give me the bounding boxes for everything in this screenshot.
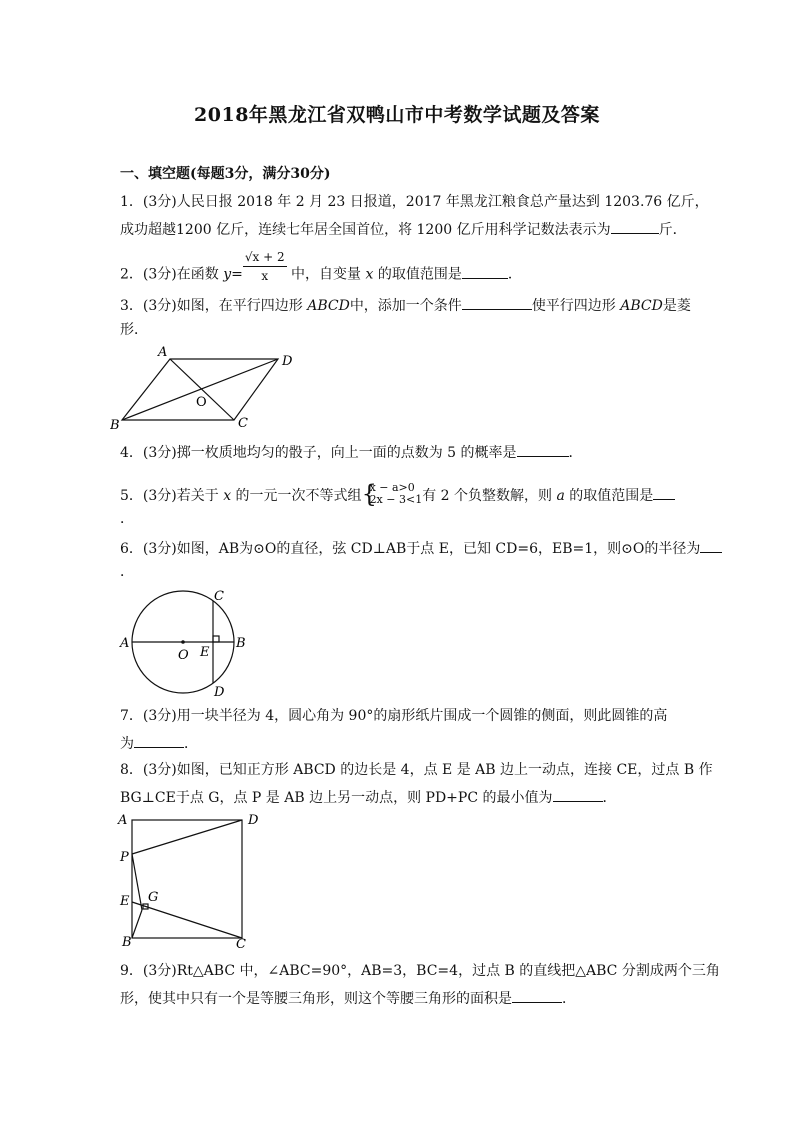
q2-x: x bbox=[365, 266, 374, 283]
q9-line2 bbox=[120, 988, 576, 1008]
q5-ineq2: 2x − 3<1 bbox=[369, 493, 423, 506]
label-d: D bbox=[214, 685, 225, 698]
label-c: C bbox=[214, 589, 224, 604]
label-p: P bbox=[120, 850, 129, 865]
q2-denominator: x bbox=[261, 269, 269, 283]
label-c: C bbox=[238, 416, 248, 431]
label-a: A bbox=[158, 345, 168, 360]
answer-blank bbox=[462, 264, 508, 279]
q3-text-c: 使平行四边形 bbox=[531, 298, 621, 314]
label-a: A bbox=[120, 636, 130, 651]
label-d: D bbox=[282, 354, 293, 369]
answer-blank bbox=[517, 442, 569, 457]
q5-ineq1: x − a>0 bbox=[369, 481, 415, 494]
answer-blank bbox=[653, 485, 675, 500]
answer-blank bbox=[700, 538, 722, 553]
q6-line bbox=[120, 538, 722, 558]
q3-abcd-2: ABCD bbox=[620, 298, 663, 314]
q5-line bbox=[120, 480, 675, 508]
q2-fraction bbox=[243, 248, 287, 285]
q8-line1: 8．(3分)如图，已知正方形 ABCD 的边长是 4，点 E 是 AB 边上一动点，连接 CE，过点 B 作 bbox=[120, 762, 713, 778]
q5-suffix: 的取值范围是 bbox=[564, 488, 654, 504]
q1-line2 bbox=[120, 219, 687, 239]
q5-mid: 的一元一次不等式组 bbox=[231, 488, 362, 504]
q2-line bbox=[120, 250, 522, 293]
segment-pd bbox=[132, 820, 242, 854]
q5-a: a bbox=[556, 488, 565, 504]
square-figure bbox=[112, 808, 272, 950]
answer-blank bbox=[553, 787, 603, 802]
q6-text: 6．(3分)如图，AB为⊙O的直径，弦 CD⊥AB于点 E，已知 CD=6，EB=1，则⊙O的半径为 bbox=[120, 541, 701, 557]
label-b: B bbox=[110, 418, 120, 433]
q9-line1: 9．(3分)Rt△ABC 中，∠ABC=90°，AB=3，BC=4，过点 B 的直线把△ABC 分割成两个三角 bbox=[120, 963, 720, 979]
section-heading: 一、填空题(每题3分，满分30分) bbox=[120, 166, 331, 182]
q2-prefix: 2．(3分)在函数 bbox=[120, 266, 224, 283]
center-point bbox=[181, 640, 185, 644]
q3-line1 bbox=[120, 295, 691, 315]
circle-figure bbox=[112, 586, 252, 698]
q1-end: 斤． bbox=[658, 222, 687, 238]
q4-text: 4．(3分)掷一枚质地均匀的骰子，向上一面的点数为 5 的概率是 bbox=[120, 445, 517, 461]
q8-text: BG⊥CE于点 G，点 P 是 AB 边上另一动点，则 PD+PC 的最小值为 bbox=[120, 790, 553, 806]
parallelogram-figure bbox=[110, 343, 300, 433]
segment-bg bbox=[132, 910, 142, 938]
label-d: D bbox=[248, 813, 259, 828]
q9-end: ． bbox=[562, 991, 576, 1007]
page-title: 2018年黑龙江省双鸭山市中考数学试题及答案 bbox=[194, 104, 600, 126]
q5-x: x bbox=[223, 488, 232, 504]
answer-blank bbox=[512, 988, 562, 1003]
answer-blank bbox=[134, 733, 184, 748]
q2-suffix: 的取值范围是 bbox=[373, 266, 462, 283]
segment-pg bbox=[132, 854, 142, 910]
q8-end: ． bbox=[602, 790, 617, 806]
q9-text: 形，使其中只有一个是等腰三角形，则这个等腰三角形的面积是 bbox=[120, 991, 512, 1007]
label-e: E bbox=[200, 645, 210, 660]
q4-end: ． bbox=[568, 445, 583, 461]
q3-abcd: ABCD bbox=[307, 298, 350, 314]
q8-line2 bbox=[120, 787, 617, 807]
label-e: E bbox=[120, 894, 130, 909]
label-o: O bbox=[196, 395, 207, 410]
label-c: C bbox=[236, 937, 246, 950]
q1-text: 成功超越1200 亿斤，连续七年居全国首位，将 1200 亿斤用科学记数法表示为 bbox=[120, 222, 611, 238]
label-g: G bbox=[148, 890, 159, 905]
q5-inequality-system bbox=[362, 482, 423, 506]
label-a: A bbox=[118, 813, 128, 828]
q3-text-b: 中，添加一个条件 bbox=[349, 298, 462, 314]
q7-end: ． bbox=[184, 736, 198, 752]
q5-end: ． bbox=[120, 511, 134, 527]
label-b: B bbox=[236, 636, 246, 651]
q5-after: 有 2 个负整数解，则 bbox=[422, 488, 557, 504]
q2-numerator: √x + 2 bbox=[243, 248, 287, 267]
q7-line2 bbox=[120, 733, 198, 753]
answer-blank bbox=[462, 295, 532, 310]
q4-line bbox=[120, 442, 583, 462]
q2-end: ． bbox=[507, 266, 522, 283]
right-angle-mark bbox=[213, 636, 219, 642]
q7-text: 为 bbox=[120, 736, 134, 752]
label-o: O bbox=[178, 648, 189, 663]
q3-line2: 形． bbox=[120, 322, 148, 338]
q3-text-a: 3．(3分)如图，在平行四边形 bbox=[120, 298, 308, 314]
label-b: B bbox=[122, 935, 132, 950]
q6-end: ． bbox=[120, 564, 134, 580]
q1-line1: 1．(3分)人民日报 2018 年 2 月 23 日报道，2017 年黑龙江粮食总产量达到 1203.76 亿斤， bbox=[120, 194, 709, 210]
q5-prefix: 5．(3分)若关于 bbox=[120, 488, 224, 504]
q2-mid: 中，自变量 bbox=[286, 266, 366, 283]
q3-text-d: 是菱 bbox=[662, 298, 691, 314]
q2-y: y= bbox=[223, 266, 243, 283]
q7-line1: 7．(3分)用一块半径为 4，圆心角为 90°的扇形纸片围成一个圆锥的侧面，则此圆锥的高 bbox=[120, 708, 668, 724]
answer-blank bbox=[611, 219, 659, 234]
brace-icon: { bbox=[361, 480, 377, 508]
diagonal-ac bbox=[170, 359, 234, 420]
